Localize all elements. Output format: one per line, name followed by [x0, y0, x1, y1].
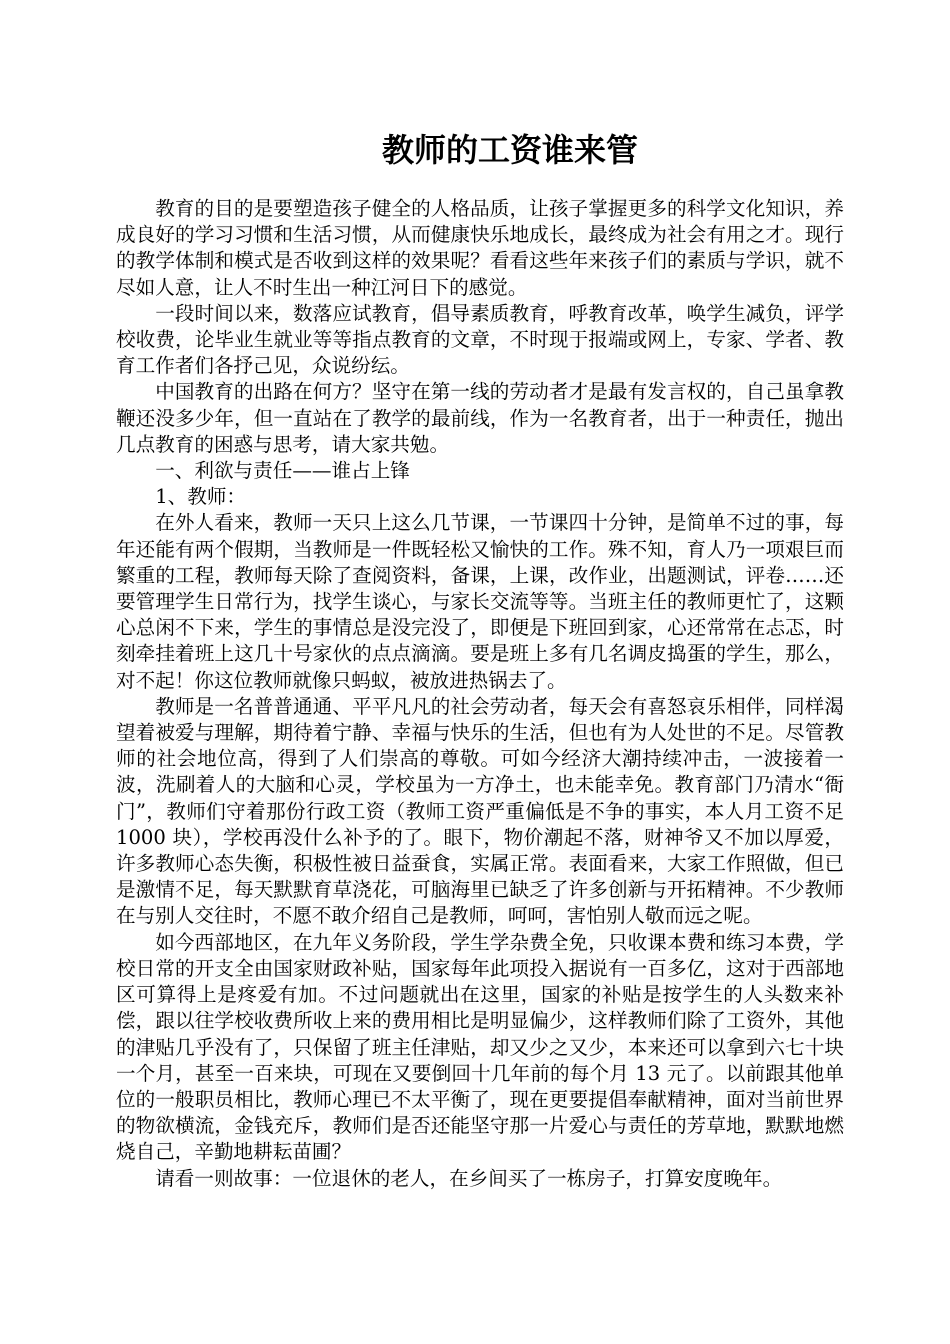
subsection-heading: 1、教师：	[155, 485, 247, 509]
paragraph: 中国教育的出路在何方？坚守在第一线的劳动者才是最有发言权的，自己虽拿教鞭还没多少年，但一直站在了教学的最前线，作为一名教育者，出于一种责任，抛出几点教育的困惑与思考，请大家共勉。	[116, 380, 844, 456]
document-title: 教师的工资谁来管	[381, 131, 638, 169]
paragraph: 在外人看来，教师一天只上这么几节课，一节课四十分钟，是简单不过的事，每年还能有两个假期，当教师是一件既轻松又愉快的工作。殊不知，育人乃一项艰巨而繁重的工程，教师每天除了查阅资料，备课，上课，改作业，出题测试，评卷……还要管理学生日常行为，找学生谈心，与家长交流等等。当班主任的教师更忙了，这颗心总闲不下来，学生的事情总是没完没了，即便是下班回到家，心还常常在忐忑，时刻牵挂着班上这几十号家伙的点点滴滴。要是班上多有几名调皮捣蛋的学生，那么，对不起！你这位教师就像只蚂蚁，被放进热锅去了。	[116, 511, 844, 692]
paragraph: 如今西部地区，在九年义务阶段，学生学杂费全免，只收课本费和练习本费，学校日常的开支全由国家财政补贴，国家每年此项投入据说有一百多亿，这对于西部地区可算得上是疼爱有加。不过问题就出在这里，国家的补贴是按学生的人头数来补偿，跟以往学校收费所收上来的费用相比是明显偏少，这样教师们除了工资外，其他的津贴几乎没有了，只保留了班主任津贴，却又少之又少，本来还可以拿到六七十块一个月，甚至一百来块，可现在又要倒回十几年前的每个月 13 元了。以前跟其他单位的一般职员相比，教师心理已不太平衡了，现在更要提倡奉献精神，面对当前世界的物欲横流，金钱充斥，教师们是否还能坚守那一片爱心与责任的芳草地，默默地燃烧自己，辛勤地耕耘苗圃？	[116, 930, 844, 1164]
paragraph: 教师是一名普普通通、平平凡凡的社会劳动者，每天会有喜怒哀乐相伴，同样渴望着被爱与理解，期待着宁静、幸福与快乐的生活，但也有为人处世的不足。尽管教师的社会地位高，得到了人们崇高的尊敬。可如今经济大潮持续冲击，一波接着一波，洗刷着人的大脑和心灵，学校虽为一方净土，也未能幸免。教育部门乃清水“衙门”，教师们守着那份行政工资（教师工资严重偏低是不争的事实，本人月工资不足 1000 块），学校再没什么补予的了。眼下，物价潮起不落，财神爷又不加以厚爱，许多教师心态失衡，积极性被日益蚕食，实属正常。表面看来，大家工作照做，但已是激情不足，每天默默育草浇花，可脑海里已缺乏了许多创新与开拓精神。不少教师在与别人交往时，不愿不敢介绍自己是教师，呵呵，害怕别人敬而远之呢。	[116, 694, 844, 928]
paragraph: 教育的目的是要塑造孩子健全的人格品质，让孩子掌握更多的科学文化知识，养成良好的学习习惯和生活习惯，从而健康快乐地成长，最终成为社会有用之才。现行的教学体制和模式是否收到这样的效果呢？看看这些年来孩子们的素质与学识，就不尽如人意，让人不时生出一种江河日下的感觉。	[116, 197, 844, 299]
paragraph: 一段时间以来，数落应试教育，倡导素质教育，呼教育改革，唤学生减负，评学校收费，论毕业生就业等等指点教育的文章，不时现于报端或网上，专家、学者、教育工作者们各抒己见，众说纷纭。	[116, 301, 844, 378]
section-heading: 一、利欲与责任——谁占上锋	[155, 459, 410, 483]
paragraph: 请看一则故事：一位退休的老人，在乡间买了一栋房子，打算安度晚年。	[155, 1166, 783, 1190]
document-body	[116, 196, 844, 1192]
